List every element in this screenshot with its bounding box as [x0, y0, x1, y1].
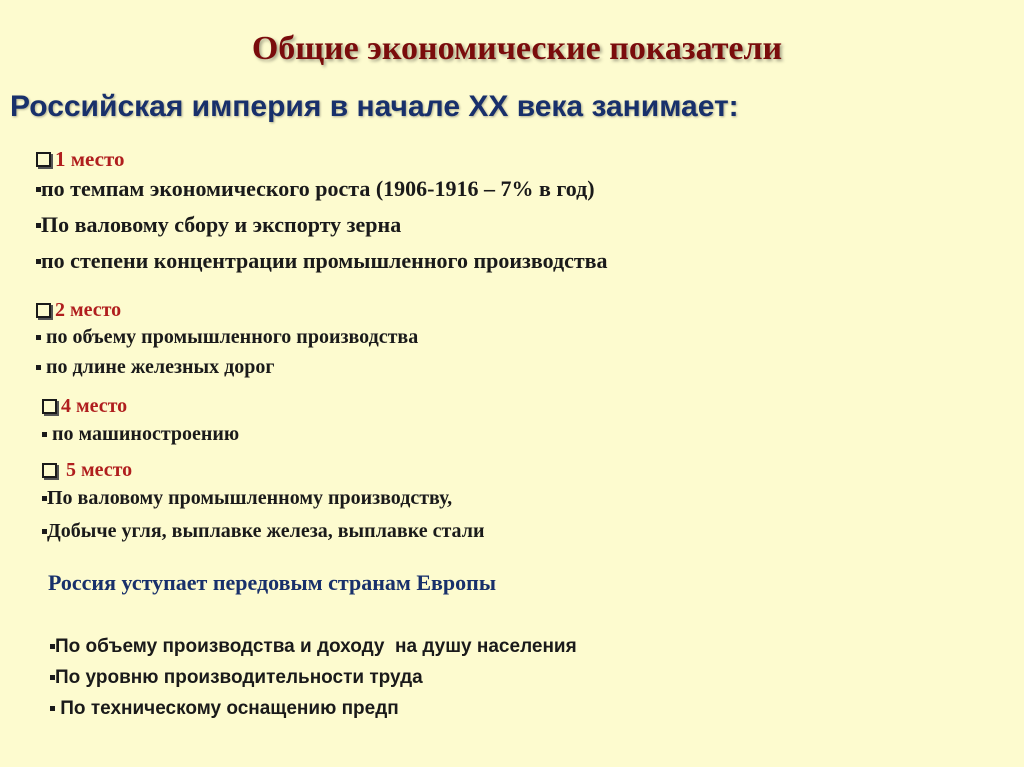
list-item: [50, 662, 577, 693]
section-fourth-place: [42, 394, 239, 451]
checkbox-icon: [42, 399, 57, 414]
section-first-place: [36, 147, 608, 279]
list-item: [36, 207, 608, 243]
list-item: [50, 693, 577, 724]
section-heading: [42, 394, 239, 418]
section-heading-label: 4 место: [61, 395, 128, 417]
list-item: [36, 322, 418, 352]
list-item-text: по длине железных дорог: [41, 356, 275, 378]
list-item-text: По валовому сбору и экспорту зерна: [41, 212, 402, 237]
section-heading-label: 2 место: [55, 299, 122, 321]
list-item-text: по машиностроению: [47, 423, 240, 445]
section-heading: [42, 458, 484, 482]
section-fifth-place: [42, 458, 484, 548]
checkbox-icon: [36, 303, 51, 318]
list-item-text: По объему производства и доходу на душу населения: [55, 636, 577, 657]
comparison-list: [50, 631, 577, 724]
subtitle: Российская империя в начале XX века занимает:: [10, 90, 739, 123]
list-item-text: по темпам экономического роста (1906-1916 – 7% в год): [41, 176, 595, 201]
list-item: [50, 631, 577, 662]
list-item-text: По уровню производительности труда: [55, 667, 423, 688]
section-heading-label: 5 место: [61, 459, 133, 481]
list-item-text: Добыче угля, выплавке железа, выплавке стали: [47, 520, 485, 542]
section-heading: [36, 298, 418, 322]
list-item-text: по степени концентрации промышленного производства: [41, 248, 608, 273]
list-item: [36, 243, 608, 279]
list-item: [42, 418, 239, 451]
checkbox-icon: [42, 463, 57, 478]
list-item: [42, 515, 484, 548]
list-item-text: по объему промышленного производства: [41, 326, 419, 348]
page-title: Общие экономические показатели: [251, 30, 783, 67]
list-item: [36, 352, 418, 382]
section-heading: [36, 147, 608, 171]
comparison-note: Россия уступает передовым странам Европы: [48, 570, 497, 595]
list-item: [36, 171, 608, 207]
section-heading-label: 1 место: [55, 147, 125, 171]
list-item-text: По техническому оснащению предп: [55, 698, 399, 719]
list-item-text: По валовому промышленному производству,: [47, 487, 453, 509]
list-item: [42, 482, 484, 515]
checkbox-icon: [36, 152, 51, 167]
section-second-place: [36, 298, 418, 382]
